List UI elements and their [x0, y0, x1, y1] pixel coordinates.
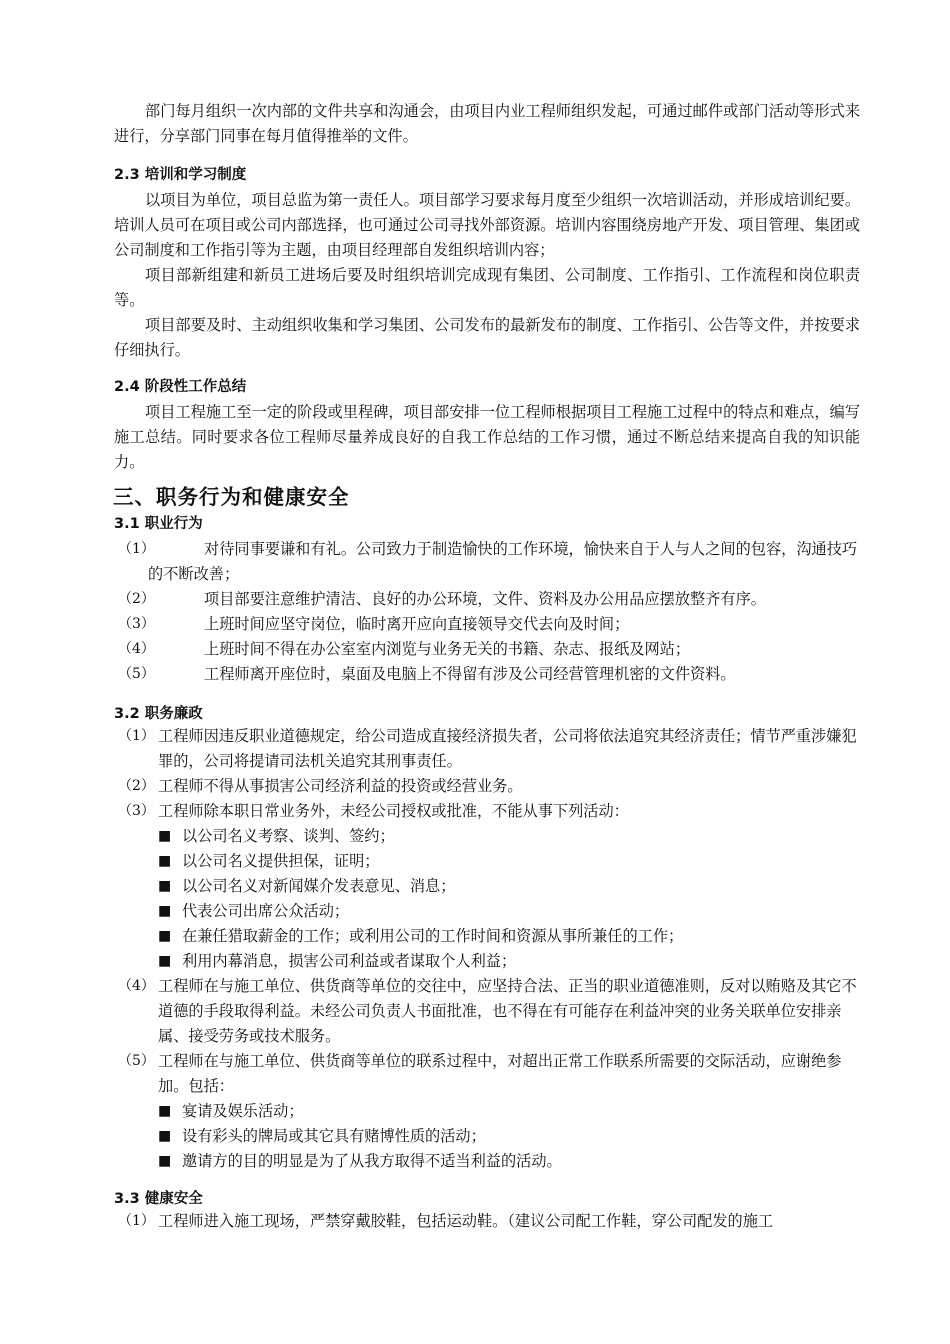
bullet-text: 邀请方的目的明显是为了从我方取得不适当利益的活动。 [182, 1152, 562, 1170]
list-item [118, 974, 860, 1049]
list-text: 工程师进入施工现场，严禁穿戴胶鞋，包括运动鞋。（建议公司配工作鞋，穿公司配发的施工 [158, 1212, 774, 1230]
list-item [118, 612, 860, 637]
list-text: 项目部要注意维护清洁、良好的办公环境，文件、资料及办公用品应摆放整齐有序。 [204, 590, 766, 608]
bullet-text: 宴请及娱乐活动； [182, 1102, 304, 1120]
list-text: 对待同事要谦和有礼。公司致力于制造愉快的工作环境，愉快来自于人与人之间的包容，沟通技巧的不断改善； [148, 540, 858, 583]
bullet-item [158, 874, 858, 899]
bullet-item [158, 824, 858, 849]
square-bullet-icon: ■ [158, 1128, 172, 1144]
list-number: （2） [118, 591, 155, 607]
list-text: 工程师除本职日常业务外，未经公司授权或批准，不能从事下列活动： [158, 802, 629, 820]
list-text: 上班时间应坚守岗位，临时离开应向直接领导交代去向及时间； [204, 615, 630, 633]
paragraph-training-3: 项目部要及时、主动组织收集和学习集团、公司发布的最新发布的制度、工作指引、公告等文件，并按要求仔细执行。 [114, 316, 860, 359]
square-bullet-icon: ■ [158, 928, 172, 944]
paragraph-file-sharing: 部门每月组织一次内部的文件共享和沟通会，由项目内业工程师组织发起，可通过邮件或部门活动等形式来进行，分享部门同事在每月值得推举的文件。 [114, 102, 860, 145]
list-item [118, 637, 860, 662]
bullet-item [158, 1099, 858, 1124]
square-bullet-icon: ■ [158, 903, 172, 919]
list-number: （1） [118, 1213, 155, 1229]
paragraph-training-2: 项目部新组建和新员工进场后要及时组织培训完成现有集团、公司制度、工作指引、工作流程和岗位职责等。 [114, 266, 860, 309]
heading-3-3: 3.3 健康安全 [114, 1191, 203, 1207]
list-item [118, 537, 860, 587]
list-item [118, 724, 860, 774]
list-number: （4） [118, 641, 155, 657]
section-3-title: 三、职务行为和健康安全 [113, 485, 350, 509]
square-bullet-icon: ■ [158, 853, 172, 869]
square-bullet-icon: ■ [158, 1103, 172, 1119]
bullet-text: 设有彩头的牌局或其它具有赌博性质的活动； [182, 1127, 486, 1145]
bullet-text: 以公司名义提供担保，证明； [182, 852, 380, 870]
list-number: （5） [118, 666, 155, 682]
paragraph-training-1: 以项目为单位，项目总监为第一责任人。项目部学习要求每月度至少组织一次培训活动，并形成培训纪要。培训人员可在项目或公司内部选择，也可通过公司寻找外部资源。培训内容围绕房地产开发、项目管理、集团或公司制度和工作指引等为主题，由项目经理部自发组织培训内容； [114, 191, 860, 259]
bullet-item [158, 924, 858, 949]
list-item [118, 774, 860, 799]
bullet-item [158, 1149, 858, 1174]
square-bullet-icon: ■ [158, 878, 172, 894]
bullet-item [158, 1124, 858, 1149]
list-item [118, 662, 860, 687]
list-number: （1） [118, 728, 155, 744]
list-number: （1） [118, 541, 155, 557]
heading-3-1: 3.1 职业行为 [114, 516, 203, 532]
list-item [118, 1209, 860, 1234]
list-item [118, 587, 860, 612]
square-bullet-icon: ■ [158, 828, 172, 844]
list-number: （4） [118, 978, 155, 994]
list-text: 上班时间不得在办公室室内浏览与业务无关的书籍、杂志、报纸及网站； [204, 640, 690, 658]
bullet-text: 以公司名义对新闻媒介发表意见、消息； [182, 877, 456, 895]
list-item [118, 1049, 860, 1099]
list-number: （3） [118, 803, 155, 819]
list-text: 工程师不得从事损害公司经济利益的投资或经营业务。 [158, 777, 523, 795]
heading-2-3: 2.3 培训和学习制度 [114, 167, 247, 183]
paragraph-summary: 项目工程施工至一定的阶段或里程碑，项目部安排一位工程师根据项目工程施工过程中的特点和难点，编写施工总结。同时要求各位工程师尽量养成良好的自我工作总结的工作习惯，通过不断总结来提高自我的知识能力。 [114, 403, 860, 471]
bullet-text: 利用内幕消息，损害公司利益或者谋取个人利益； [182, 952, 517, 970]
bullet-item [158, 949, 858, 974]
heading-3-2: 3.2 职务廉政 [114, 706, 203, 722]
list-number: （2） [118, 778, 155, 794]
heading-2-4: 2.4 阶段性工作总结 [114, 379, 247, 395]
bullet-item [158, 899, 858, 924]
list-item [118, 799, 860, 824]
bullet-text: 代表公司出席公众活动； [182, 902, 350, 920]
bullet-item [158, 849, 858, 874]
square-bullet-icon: ■ [158, 953, 172, 969]
list-number: （3） [118, 616, 155, 632]
bullet-text: 在兼任猎取薪金的工作；或利用公司的工作时间和资源从事所兼任的工作； [182, 927, 684, 945]
list-text: 工程师在与施工单位、供货商等单位的联系过程中，对超出正常工作联系所需要的交际活动，应谢绝参加。包括： [158, 1052, 842, 1095]
list-text: 工程师离开座位时，桌面及电脑上不得留有涉及公司经营管理机密的文件资料。 [204, 665, 736, 683]
list-text: 工程师在与施工单位、供货商等单位的交往中，应坚持合法、正当的职业道德准则，反对以贿赂及其它不道德的手段取得利益。未经公司负责人书面批准，也不得在有可能存在利益冲突的业务关联单位安排亲属、接受劳务或技术服务。 [158, 977, 857, 1045]
list-text: 工程师因违反职业道德规定，给公司造成直接经济损失者，公司将依法追究其经济责任；情节严重涉嫌犯罪的，公司将提请司法机关追究其刑事责任。 [158, 727, 857, 770]
square-bullet-icon: ■ [158, 1153, 172, 1169]
bullet-text: 以公司名义考察、谈判、签约； [182, 827, 395, 845]
list-number: （5） [118, 1053, 155, 1069]
